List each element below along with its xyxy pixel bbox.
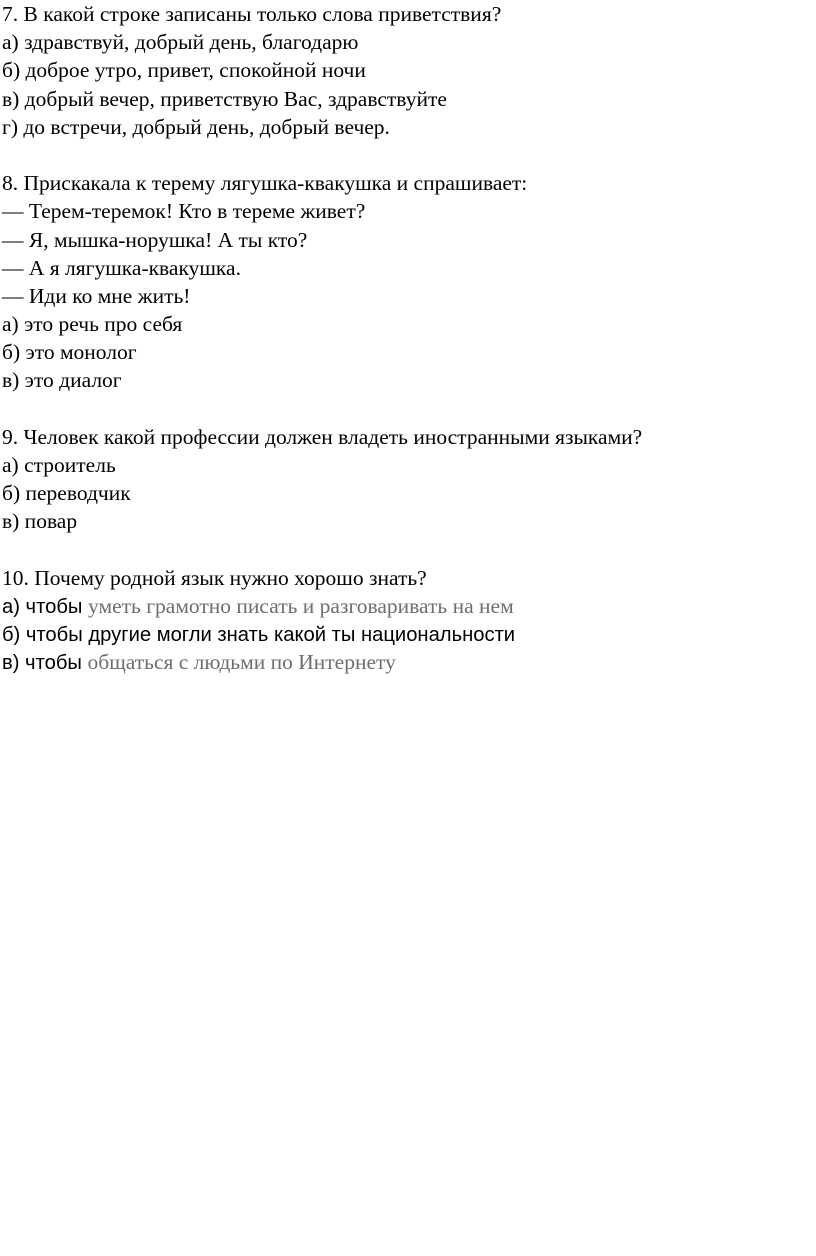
question-7-option-c: в) добрый вечер, приветствую Вас, здравствуйте <box>2 86 447 111</box>
quiz-document <box>2 0 802 677</box>
option-b-prefix: б) чтобы другие могли знать какой ты национальности <box>2 624 516 647</box>
spacer <box>2 141 802 169</box>
question-7-option-d: г) до встречи, добрый день, добрый вечер. <box>2 114 390 139</box>
option-a-text: уметь грамотно писать и разговаривать на нем <box>88 593 514 618</box>
question-9-option-a: а) строитель <box>2 453 116 477</box>
question-8-text: 8. Прискакала к терему лягушка-квакушка и спрашивает: <box>2 171 528 196</box>
question-7 <box>2 0 802 141</box>
question-10-text: 10. Почему родной язык нужно хорошо знать? <box>2 565 427 590</box>
spacer <box>2 536 802 564</box>
spacer <box>2 395 802 423</box>
question-10-option-a <box>2 592 802 620</box>
question-10-option-c <box>2 648 802 676</box>
question-7-text: 7. В какой строке записаны только слова приветствия? <box>2 2 502 26</box>
question-8 <box>2 169 802 395</box>
question-8-option-a: а) это речь про себя <box>2 312 183 337</box>
question-7-option-a: а) здравствуй, добрый день, благодарю <box>2 30 359 55</box>
question-10 <box>2 564 802 677</box>
question-9 <box>2 423 802 536</box>
option-a-prefix: а) чтобы <box>2 595 89 618</box>
question-8-option-c: в) это диалог <box>2 368 122 393</box>
dialogue-line-4: — Иди ко мне жить! <box>2 283 191 308</box>
question-9-option-c: в) повар <box>2 509 78 534</box>
option-c-text: общаться с людьми по Интернету <box>87 650 396 675</box>
dialogue-line-1: — Терем-теремок! Кто в тереме живет? <box>2 199 366 224</box>
dialogue-line-2: — Я, мышка-норушка! А ты кто? <box>2 227 308 252</box>
option-c-prefix: в) чтобы <box>2 652 88 675</box>
question-9-option-b: б) переводчик <box>2 481 131 506</box>
question-9-text: 9. Человек какой профессии должен владеть иностранными языками? <box>2 424 643 449</box>
question-7-option-b: б) доброе утро, привет, спокойной ночи <box>2 58 366 83</box>
question-10-option-b <box>2 620 802 648</box>
question-8-option-b: б) это монолог <box>2 340 137 365</box>
dialogue-line-3: — А я лягушка-квакушка. <box>2 255 241 280</box>
